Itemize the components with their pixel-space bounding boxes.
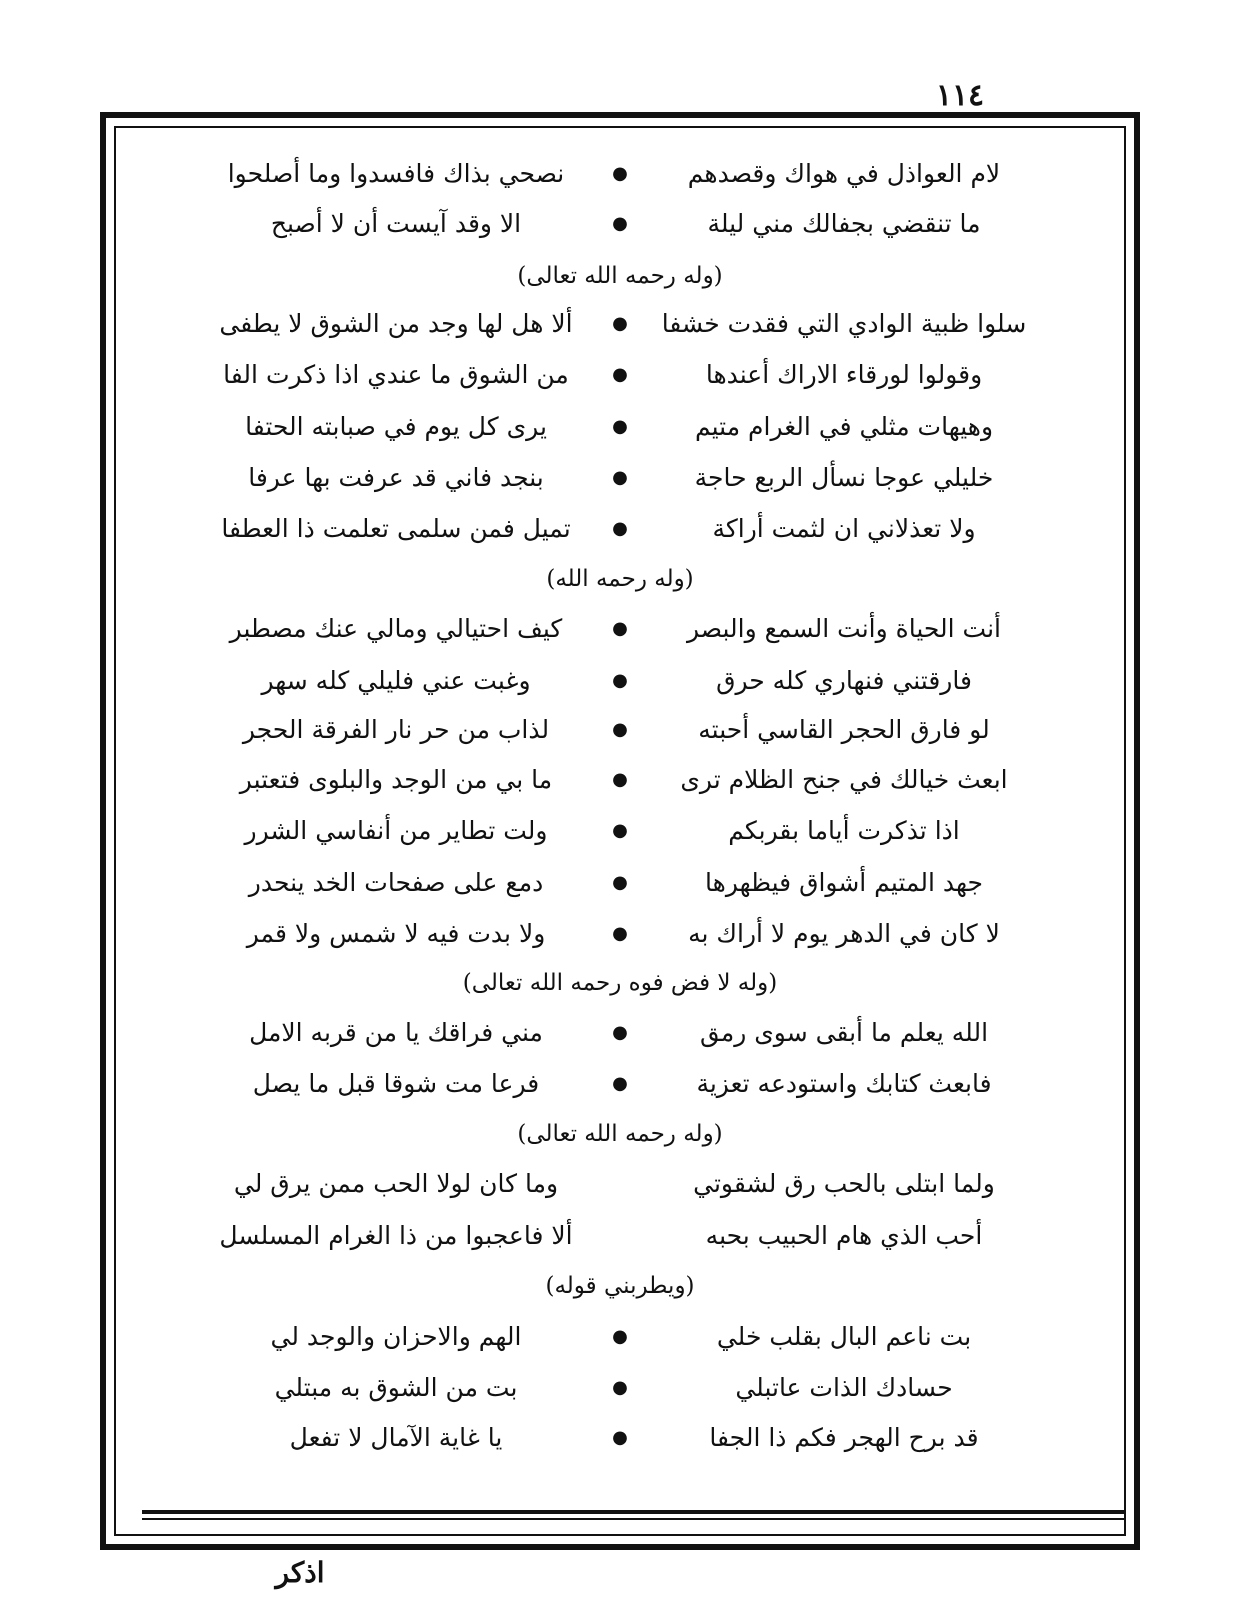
hemistich-separator: ● bbox=[612, 467, 628, 488]
verse-second-hemistich: نصحي بذاك فافسدوا وما أصلحوا bbox=[227, 159, 565, 188]
verse-line bbox=[140, 805, 1100, 857]
hemistich-separator: ● bbox=[612, 518, 628, 539]
section-heading: (وله رحمه الله) bbox=[546, 566, 694, 592]
verse-line bbox=[140, 349, 1100, 401]
verse-first-hemistich: حسادك الذات عاتبلي bbox=[735, 1373, 953, 1402]
verse-first-hemistich: لام العواذل في هواك وقصدهم bbox=[687, 159, 1001, 188]
verse-first-hemistich: خليلي عوجا نسأل الربع حاجة bbox=[694, 463, 994, 492]
verse-second-hemistich: من الشوق ما عندي اذا ذكرت الفا bbox=[223, 360, 569, 389]
verse-first-hemistich: وهيهات مثلي في الغرام متيم bbox=[694, 412, 994, 441]
verse-second-hemistich: وما كان لولا الحب ممن يرق لي bbox=[233, 1169, 559, 1198]
verse-line bbox=[140, 401, 1100, 453]
hemistich-separator: ● bbox=[612, 769, 628, 790]
verse-line bbox=[140, 1210, 1100, 1262]
verse-first-hemistich: ولا تعذلاني ان لثمت أراكة bbox=[712, 514, 976, 543]
verse-line bbox=[140, 908, 1100, 960]
hemistich-separator: ● bbox=[612, 618, 628, 639]
hemistich-separator: ● bbox=[612, 1326, 628, 1347]
verse-line bbox=[140, 1007, 1100, 1059]
verse-second-hemistich: فرعا مت شوقا قبل ما يصل bbox=[252, 1069, 540, 1098]
verse-second-hemistich: يرى كل يوم في صبابته الحتفا bbox=[245, 412, 547, 441]
hemistich-separator: ● bbox=[612, 719, 628, 740]
hemistich-separator: ● bbox=[612, 213, 628, 234]
verse-line bbox=[140, 503, 1100, 555]
hemistich-separator: ● bbox=[612, 1022, 628, 1043]
verse-second-hemistich: وغبت عني فليلي كله سهر bbox=[261, 666, 531, 695]
verse-first-hemistich: ما تنقضي بجفالك مني ليلة bbox=[707, 209, 981, 238]
verse-first-hemistich: فابعث كتابك واستودعه تعزية bbox=[696, 1069, 992, 1098]
verse-second-hemistich: بت من الشوق به مبتلي bbox=[274, 1373, 518, 1402]
verse-line bbox=[140, 148, 1100, 200]
verse-line bbox=[140, 1058, 1100, 1110]
hemistich-separator: ● bbox=[612, 163, 628, 184]
hemistich-separator: ● bbox=[612, 313, 628, 334]
verse-second-hemistich: كيف احتيالي ومالي عنك مصطبر bbox=[229, 614, 563, 643]
section-heading: (وله رحمه الله تعالى) bbox=[517, 1121, 723, 1147]
hemistich-separator: ● bbox=[612, 1427, 628, 1448]
hemistich-separator: ● bbox=[612, 1377, 628, 1398]
page-number: ١١٤ bbox=[935, 78, 985, 113]
verse-second-hemistich: ألا فاعجبوا من ذا الغرام المسلسل bbox=[219, 1221, 573, 1250]
catchword: اذكر bbox=[275, 1556, 325, 1589]
verse-line bbox=[140, 754, 1100, 806]
hemistich-separator: ● bbox=[612, 923, 628, 944]
verse-line bbox=[140, 298, 1100, 350]
verse-second-hemistich: الهم والاحزان والوجد لي bbox=[270, 1322, 522, 1351]
verse-second-hemistich: تميل فمن سلمى تعلمت ذا العطفا bbox=[221, 514, 571, 543]
verse-line bbox=[140, 857, 1100, 909]
verse-first-hemistich: لا كان في الدهر يوم لا أراك به bbox=[688, 919, 1000, 948]
verse-first-hemistich: قد برح الهجر فكم ذا الجفا bbox=[709, 1423, 979, 1452]
verse-first-hemistich: فارقتني فنهاري كله حرق bbox=[716, 666, 972, 695]
verse-second-hemistich: دمع على صفحات الخد ينحدر bbox=[248, 868, 544, 897]
verse-first-hemistich: ابعث خيالك في جنح الظلام ترى bbox=[680, 765, 1008, 794]
verse-first-hemistich: اذا تذكرت أياما بقربكم bbox=[728, 816, 960, 845]
verse-second-hemistich: يا غاية الآمال لا تفعل bbox=[289, 1423, 503, 1452]
verse-first-hemistich: وقولوا لورقاء الاراك أعندها bbox=[705, 360, 983, 389]
verse-first-hemistich: أنت الحياة وأنت السمع والبصر bbox=[686, 614, 1001, 643]
verse-line bbox=[140, 655, 1100, 707]
verse-line bbox=[140, 1311, 1100, 1363]
hemistich-separator: ● bbox=[612, 872, 628, 893]
verse-second-hemistich: ولا بدت فيه لا شمس ولا قمر bbox=[246, 919, 546, 948]
verse-first-hemistich: أحب الذي هام الحبيب بحبه bbox=[705, 1221, 983, 1250]
bottom-double-rule bbox=[142, 1510, 1124, 1520]
verse-second-hemistich: بنجد فاني قد عرفت بها عرفا bbox=[248, 463, 544, 492]
verse-second-hemistich: ألا هل لها وجد من الشوق لا يطفى bbox=[219, 309, 573, 338]
hemistich-separator: ● bbox=[612, 416, 628, 437]
verse-second-hemistich: ما بي من الوجد والبلوى فتعتبر bbox=[239, 765, 553, 794]
hemistich-separator: ● bbox=[612, 364, 628, 385]
verse-second-hemistich: الا وقد آيست أن لا أصبح bbox=[270, 209, 522, 238]
verse-line bbox=[140, 452, 1100, 504]
verse-second-hemistich: مني فراقك يا من قربه الامل bbox=[249, 1018, 543, 1047]
verse-line bbox=[140, 198, 1100, 250]
hemistich-separator: ● bbox=[612, 1073, 628, 1094]
verse-first-hemistich: الله يعلم ما أبقى سوى رمق bbox=[699, 1018, 989, 1047]
section-heading: (ويطربني قوله) bbox=[545, 1273, 695, 1299]
verse-line bbox=[140, 704, 1100, 756]
verse-first-hemistich: جهد المتيم أشواق فيظهرها bbox=[705, 868, 983, 897]
verse-second-hemistich: لذاب من حر نار الفرقة الحجر bbox=[242, 715, 550, 744]
section-heading: (وله رحمه الله تعالى) bbox=[517, 263, 723, 289]
hemistich-separator: ● bbox=[612, 820, 628, 841]
verse-first-hemistich: بت ناعم البال بقلب خلي bbox=[716, 1322, 972, 1351]
verse-first-hemistich: ولما ابتلى بالحب رق لشقوتي bbox=[693, 1169, 995, 1198]
verse-line bbox=[140, 1412, 1100, 1464]
hemistich-separator: ● bbox=[612, 670, 628, 691]
verse-line bbox=[140, 1158, 1100, 1210]
verse-second-hemistich: ولت تطاير من أنفاسي الشرر bbox=[244, 816, 548, 845]
section-heading: (وله لا فض فوه رحمه الله تعالى) bbox=[462, 970, 778, 996]
poem-text-block bbox=[140, 118, 1100, 1498]
verse-line bbox=[140, 603, 1100, 655]
verse-first-hemistich: لو فارق الحجر القاسي أحبته bbox=[698, 715, 990, 744]
verse-line bbox=[140, 1362, 1100, 1414]
verse-first-hemistich: سلوا ظبية الوادي التي فقدت خشفا bbox=[661, 309, 1027, 338]
